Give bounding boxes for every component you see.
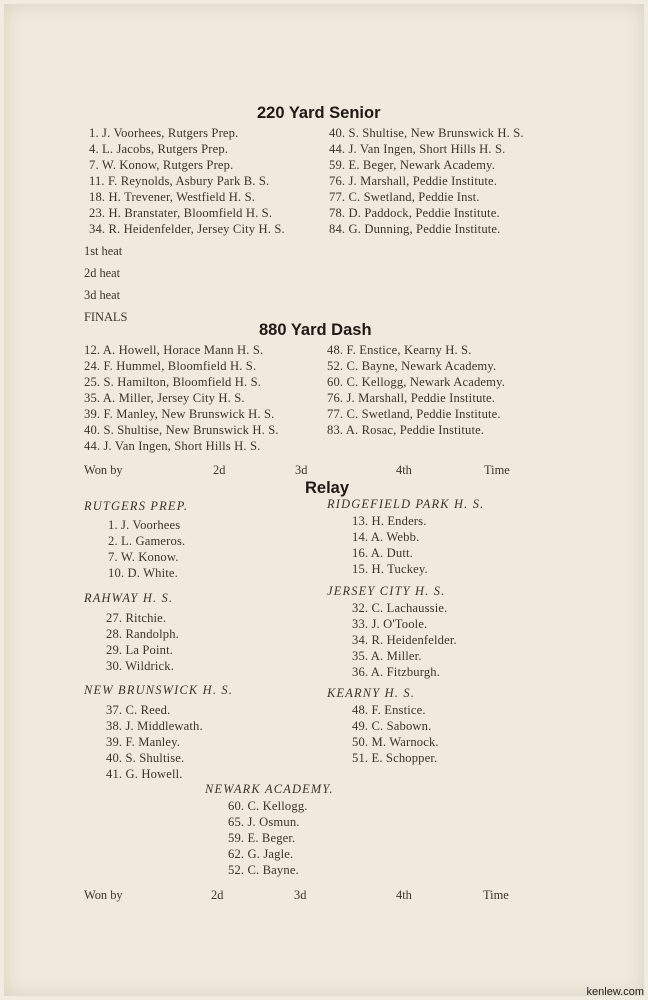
list-item: 13. H. Enders. <box>352 514 427 528</box>
dash-second-label: 2d <box>213 463 226 477</box>
team-jersey-city-members <box>352 600 457 680</box>
list-item: 24. F. Hummel, Bloomfield H. S. <box>84 359 257 373</box>
list-item: 34. R. Heidenfelder. <box>352 633 457 647</box>
list-item: 1. J. Voorhees <box>108 518 181 532</box>
relay-won-by-label: Won by <box>84 888 123 902</box>
list-item: 28. Randolph. <box>106 627 179 641</box>
list-item: 16. A. Dutt. <box>352 546 413 560</box>
list-item: 1. J. Voorhees, Rutgers Prep. <box>89 126 239 140</box>
list-item: 33. J. O'Toole. <box>352 617 428 631</box>
team-rahway: RAHWAY H. S. <box>84 591 174 605</box>
list-item: 62. G. Jagle. <box>228 847 294 861</box>
list-item: 84. G. Dunning, Peddie Institute. <box>329 222 501 236</box>
dash-880-right-column <box>327 342 505 438</box>
list-item: 65. J. Osmun. <box>228 815 300 829</box>
relay-title: Relay <box>305 479 350 497</box>
list-item: 40. S. Shultise. <box>106 751 185 765</box>
list-item: 60. C. Kellogg. <box>228 799 308 813</box>
list-item: 77. C. Swetland, Peddie Inst. <box>329 190 480 204</box>
relay-fourth-label: 4th <box>396 888 412 902</box>
list-item: 23. H. Branstater, Bloomfield H. S. <box>89 206 273 220</box>
team-newark-members <box>228 798 308 878</box>
list-item: 76. J. Marshall, Peddie Institute. <box>329 174 498 188</box>
list-item: 35. A. Miller. <box>352 649 422 663</box>
senior-220-title: 220 Yard Senior <box>257 104 381 122</box>
team-kearny-members <box>352 702 439 766</box>
list-item: 52. C. Bayne, Newark Academy. <box>327 359 497 373</box>
list-item: 48. F. Enstice. <box>352 703 426 717</box>
relay-third-label: 3d <box>294 888 307 902</box>
list-item: 39. F. Manley, New Brunswick H. S. <box>84 407 275 421</box>
list-item: 44. J. Van Ingen, Short Hills H. S. <box>84 439 261 453</box>
team-new-brunswick: NEW BRUNSWICK H. S. <box>84 683 234 697</box>
team-newark-academy: NEWARK ACADEMY. <box>205 782 334 796</box>
list-item: 59. E. Beger, Newark Academy. <box>329 158 495 172</box>
senior-220-right-column <box>329 125 524 237</box>
dash-won-by-label: Won by <box>84 463 123 477</box>
list-item: 52. C. Bayne. <box>228 863 299 877</box>
list-item: 38. J. Middlewath. <box>106 719 203 733</box>
list-item: 32. C. Lachaussie. <box>352 601 448 615</box>
team-rutgers-prep: RUTGERS PREP. <box>84 499 189 513</box>
list-item: 39. F. Manley. <box>106 735 181 749</box>
list-item: 10. D. White. <box>108 566 178 580</box>
watermark: kenlew.com <box>586 986 644 998</box>
team-new-brunswick-members <box>106 702 203 782</box>
dash-third-label: 3d <box>295 463 308 477</box>
list-item: 60. C. Kellogg, Newark Academy. <box>327 375 506 389</box>
finals-label: FINALS <box>84 310 128 324</box>
list-item: 7. W. Konow, Rutgers Prep. <box>89 158 234 172</box>
dash-time-label: Time <box>484 463 510 477</box>
list-item: 48. F. Enstice, Kearny H. S. <box>327 343 472 357</box>
list-item: 51. E. Schopper. <box>352 751 438 765</box>
list-item: 44. J. Van Ingen, Short Hills H. S. <box>329 142 506 156</box>
list-item: 4. L. Jacobs, Rutgers Prep. <box>89 142 229 156</box>
dash-fourth-label: 4th <box>396 463 412 477</box>
list-item: 40. S. Shultise, New Brunswick H. S. <box>329 126 524 140</box>
list-item: 15. H. Tuckey. <box>352 562 428 576</box>
list-item: 35. A. Miller, Jersey City H. S. <box>84 391 245 405</box>
list-item: 37. C. Reed. <box>106 703 171 717</box>
list-item: 30. Wildrick. <box>106 659 175 673</box>
list-item: 50. M. Warnock. <box>352 735 439 749</box>
team-rutgers-members <box>108 517 185 581</box>
list-item: 25. S. Hamilton, Bloomfield H. S. <box>84 375 262 389</box>
team-ridgefield-members <box>352 513 428 577</box>
list-item: 2. L. Gameros. <box>108 534 186 548</box>
list-item: 40. S. Shultise, New Brunswick H. S. <box>84 423 279 437</box>
team-jersey-city: JERSEY CITY H. S. <box>327 584 446 598</box>
list-item: 83. A. Rosac, Peddie Institute. <box>327 423 485 437</box>
list-item: 41. G. Howell. <box>106 767 183 781</box>
list-item: 34. R. Heidenfelder, Jersey City H. S. <box>89 222 285 236</box>
dash-880-title: 880 Yard Dash <box>259 321 372 339</box>
team-ridgefield-park: RIDGEFIELD PARK H. S. <box>327 497 485 511</box>
team-kearny: KEARNY H. S. <box>327 686 416 700</box>
heat-2-label: 2d heat <box>84 266 121 280</box>
list-item: 78. D. Paddock, Peddie Institute. <box>329 206 500 220</box>
list-item: 49. C. Sabown. <box>352 719 432 733</box>
relay-time-label: Time <box>483 888 509 902</box>
senior-220-left-column <box>89 125 285 237</box>
team-rahway-members <box>106 610 179 674</box>
list-item: 12. A. Howell, Horace Mann H. S. <box>84 343 264 357</box>
heat-1-label: 1st heat <box>84 244 123 258</box>
list-item: 36. A. Fitzburgh. <box>352 665 441 679</box>
list-item: 27. Ritchie. <box>106 611 167 625</box>
relay-second-label: 2d <box>211 888 224 902</box>
dash-880-left-column <box>84 342 279 454</box>
list-item: 18. H. Trevener, Westfield H. S. <box>89 190 256 204</box>
list-item: 11. F. Reynolds, Asbury Park B. S. <box>89 174 270 188</box>
list-item: 14. A. Webb. <box>352 530 420 544</box>
list-item: 76. J. Marshall, Peddie Institute. <box>327 391 496 405</box>
list-item: 7. W. Konow. <box>108 550 179 564</box>
list-item: 59. E. Beger. <box>228 831 296 845</box>
list-item: 29. La Point. <box>106 643 174 657</box>
heat-3-label: 3d heat <box>84 288 121 302</box>
list-item: 77. C. Swetland, Peddie Institute. <box>327 407 501 421</box>
